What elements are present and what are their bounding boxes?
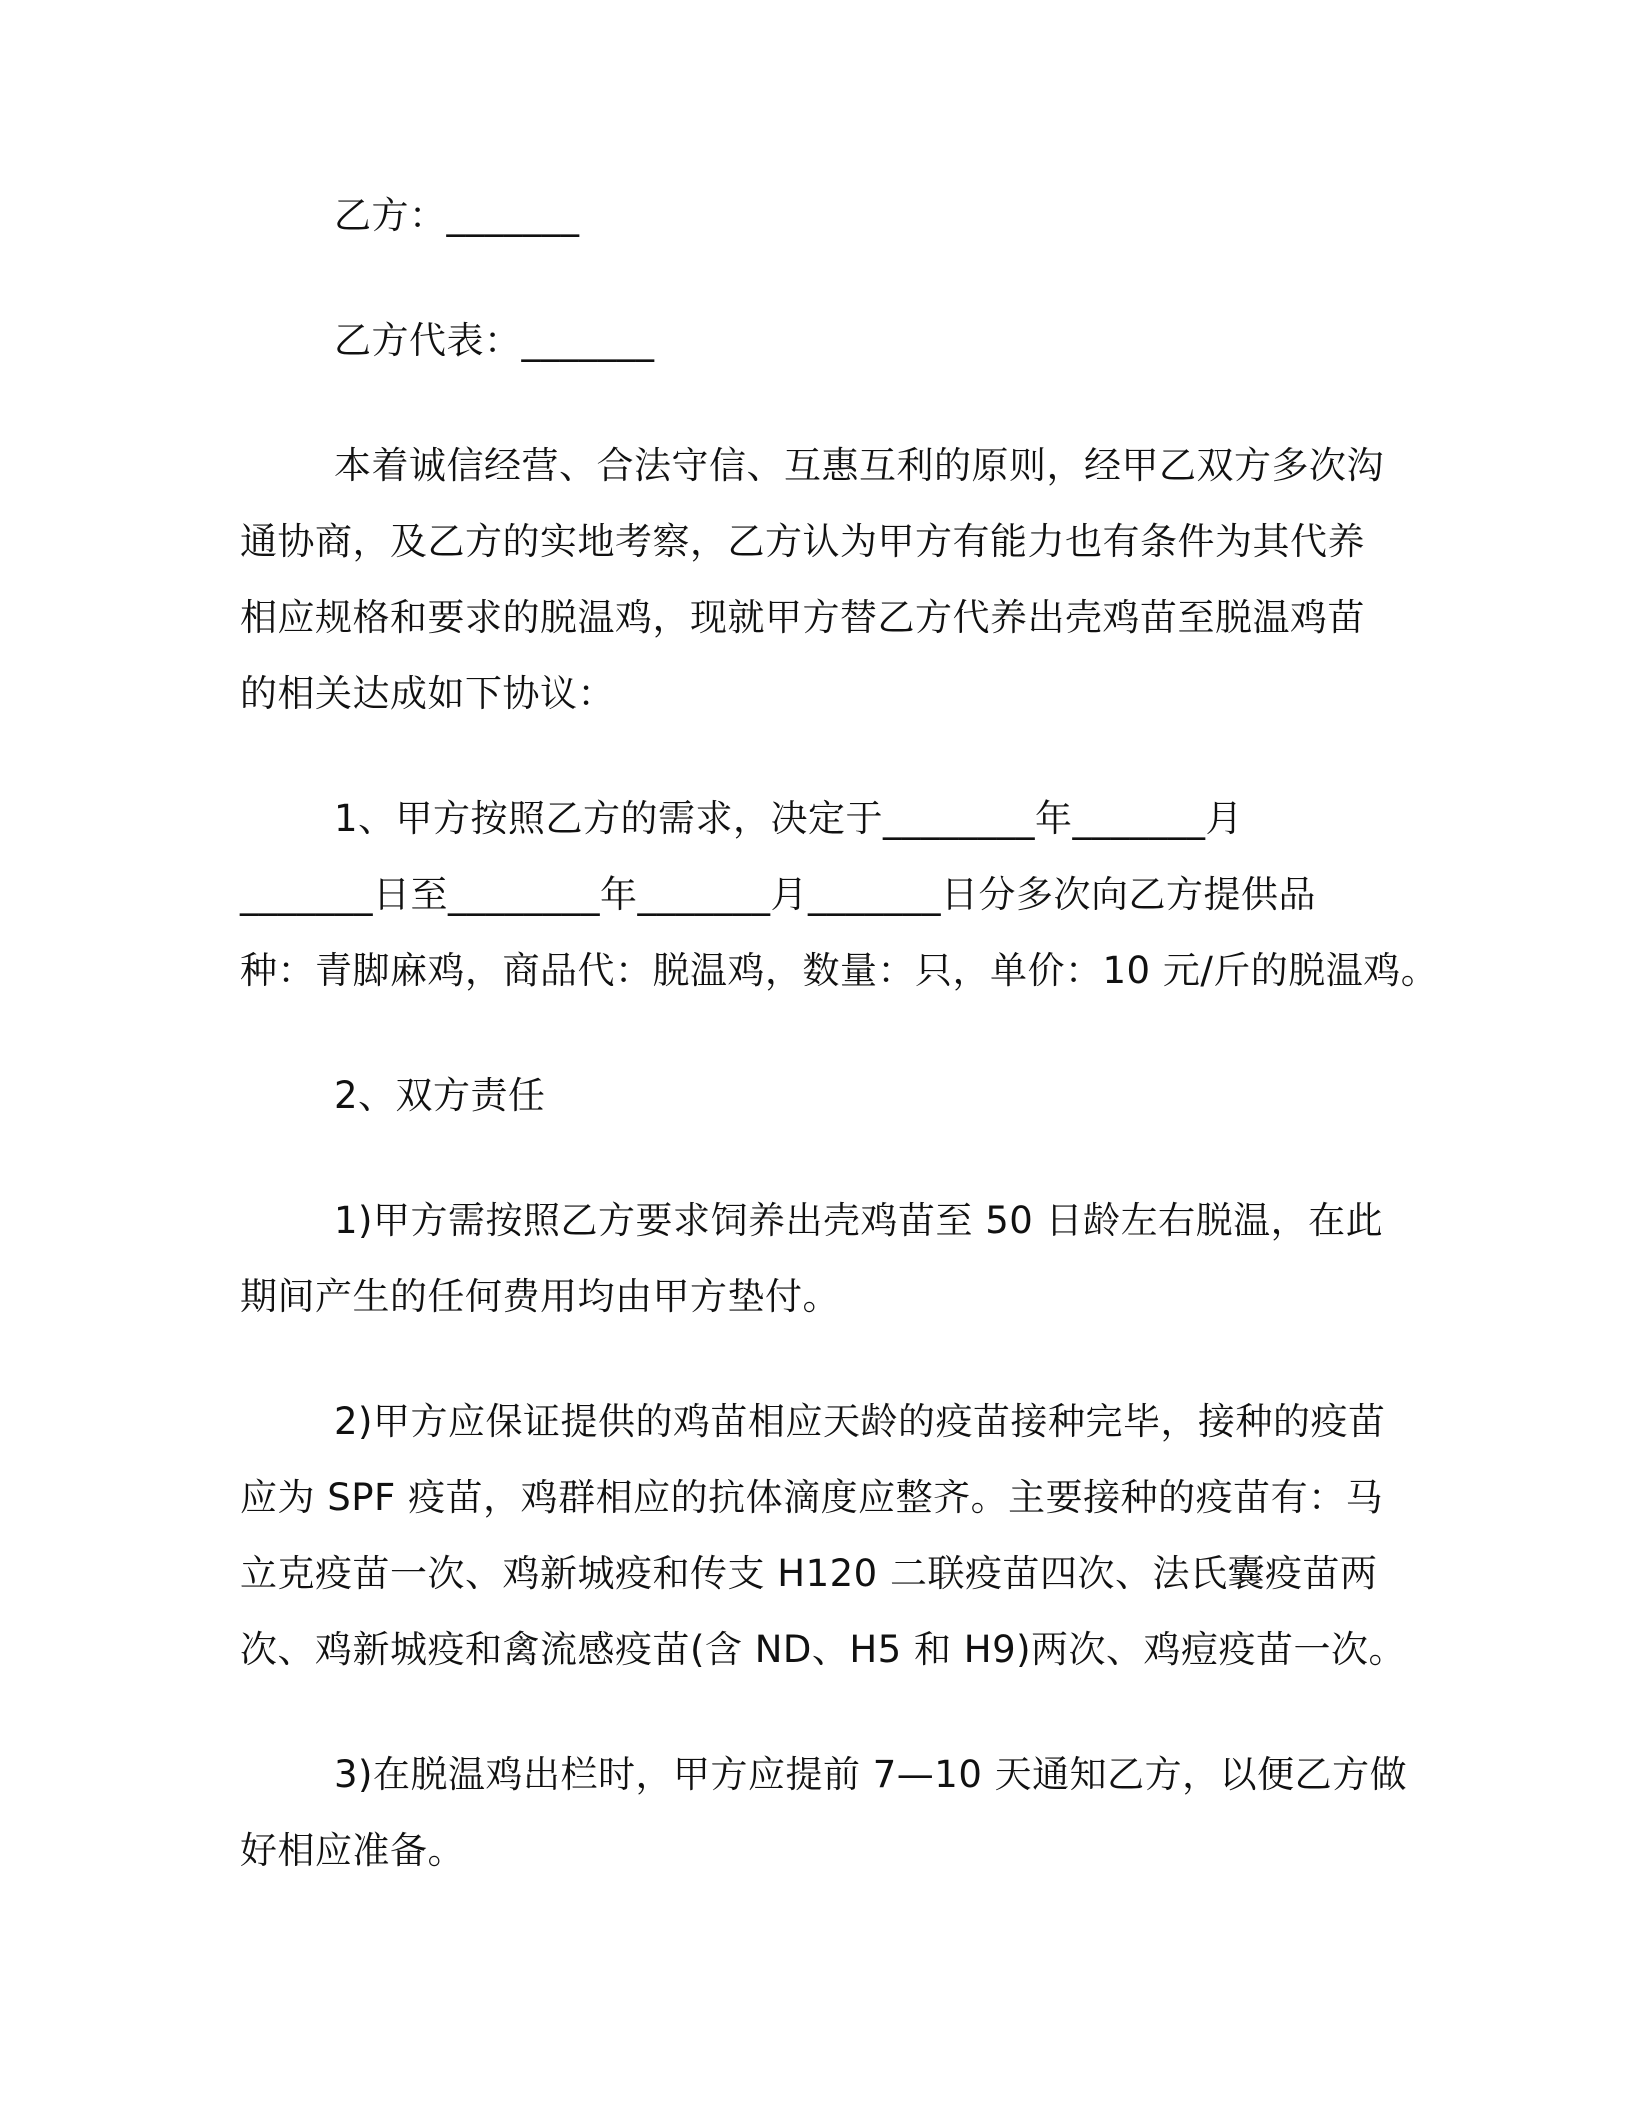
item-3-paragraph (240, 1737, 1430, 1889)
intro-line: 本着诚信经营、合法守信、互惠互利的原则，经甲乙双方多次沟 (334, 444, 1384, 487)
item-2-paragraph (240, 1384, 1430, 1688)
item-1-line: 期间产生的任何费用均由甲方垫付。 (240, 1275, 840, 1318)
party-b-line (240, 178, 1430, 254)
clause-1-paragraph (240, 781, 1439, 1009)
intro-line: 的相关达成如下协议： (240, 672, 615, 715)
intro-line: 相应规格和要求的脱温鸡，现就甲方替乙方代养出壳鸡苗至脱温鸡苗 (240, 596, 1365, 639)
item-3-line: 好相应准备。 (240, 1829, 465, 1872)
intro-paragraph (240, 428, 1430, 732)
party-b-representative-text: 乙方代表：_______ (334, 319, 655, 362)
item-2-line: 立克疫苗一次、鸡新城疫和传支 H120 二联疫苗四次、法氏囊疫苗两 (240, 1552, 1378, 1595)
party-b-text: 乙方：_______ (334, 194, 580, 237)
clause-1-line: _______日至________年_______月_______日分多次向乙方提供品 (240, 873, 1316, 916)
item-2-line: 2)甲方应保证提供的鸡苗相应天龄的疫苗接种完毕，接种的疫苗 (334, 1400, 1386, 1443)
item-2-line: 应为 SPF 疫苗，鸡群相应的抗体滴度应整齐。主要接种的疫苗有：马 (240, 1476, 1384, 1519)
item-3-line: 3)在脱温鸡出栏时，甲方应提前 7—10 天通知乙方，以便乙方做 (334, 1753, 1408, 1796)
item-2-line: 次、鸡新城疫和禽流感疫苗(含 ND、H5 和 H9)两次、鸡痘疫苗一次。 (240, 1628, 1407, 1671)
clause-1-line: 1、甲方按照乙方的需求，决定于________年_______月 (334, 797, 1244, 840)
clause-2-title: 2、双方责任 (334, 1074, 546, 1117)
clause-2-heading (240, 1058, 1430, 1134)
item-1-line: 1)甲方需按照乙方要求饲养出壳鸡苗至 50 日龄左右脱温，在此 (334, 1199, 1384, 1242)
clause-1-line: 种：青脚麻鸡，商品代：脱温鸡，数量：只，单价：10 元/斤的脱温鸡。 (240, 949, 1439, 992)
intro-line: 通协商，及乙方的实地考察，乙方认为甲方有能力也有条件为其代养 (240, 520, 1365, 563)
item-1-paragraph (240, 1183, 1430, 1335)
document-body (240, 178, 1439, 1889)
party-b-representative-line (240, 303, 1430, 379)
